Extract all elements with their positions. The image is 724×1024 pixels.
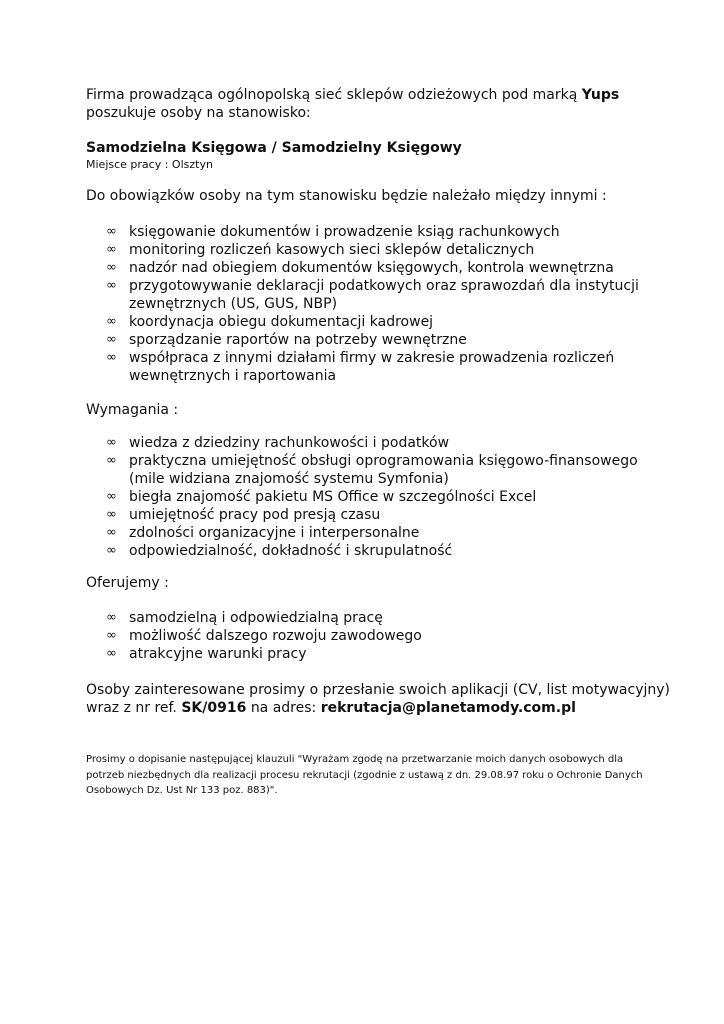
requirement-item-text: wiedza z dziedziny rachunkowości i podatków [129,435,450,451]
requirements-heading: Wymagania : [86,402,179,418]
infinity-bullet-icon: ∞ [106,610,117,625]
duty-item-text: nadzór nad obiegiem dokumentów księgowych, kontrola wewnętrzna [129,260,614,276]
application-line2-prefix: wraz z nr ref. [86,700,177,716]
infinity-bullet-icon: ∞ [106,314,117,329]
offer-item-text: atrakcyjne warunki pracy [129,646,307,662]
infinity-bullet-icon: ∞ [106,242,117,257]
infinity-bullet-icon: ∞ [106,489,117,504]
infinity-bullet-icon: ∞ [106,332,117,347]
duty-item-text: przygotowywanie deklaracji podatkowych oraz sprawozdań dla instytucji zewnętrznych (US, GUS, NBP) [129,278,639,312]
intro-paragraph [86,86,619,122]
intro-line1: Firma prowadząca ogólnopolską sieć sklepów odzieżowych pod marką [86,87,578,103]
infinity-bullet-icon: ∞ [106,646,117,661]
duty-item [106,259,646,277]
requirement-item-text: odpowiedzialność, dokładność i skrupulatność [129,543,453,559]
duties-list [106,223,646,385]
offer-heading: Oferujemy : [86,575,169,591]
offer-item [106,609,646,627]
offer-list [106,609,646,663]
duty-item-text: koordynacja obiegu dokumentacji kadrowej [129,314,434,330]
brand-name: Yups [581,87,620,103]
reference-number: SK/0916 [181,700,247,716]
offer-item-text: samodzielną i odpowiedzialną pracę [129,610,383,626]
infinity-bullet-icon: ∞ [106,543,117,558]
requirement-item [106,506,646,524]
duty-item [106,331,646,349]
email-address: rekrutacja@planetamody.com.pl [320,700,576,716]
infinity-bullet-icon: ∞ [106,435,117,450]
duties-heading: Do obowiązków osoby na tym stanowisku będzie należało między innymi : [86,188,607,204]
requirement-item-text: zdolności organizacyjne i interpersonalne [129,525,420,541]
requirement-item [106,434,646,452]
duty-item-text: księgowanie dokumentów i prowadzenie ksiąg rachunkowych [129,224,560,240]
application-line2-mid: na adres: [250,700,317,716]
duty-item-text: monitoring rozliczeń kasowych sieci sklepów detalicznych [129,242,535,258]
requirement-item-text: praktyczna umiejętność obsługi oprogramowania księgowo-finansowego (mile widziana znajomość systemu Symfonia) [129,453,638,487]
consent-clause: Prosimy o dopisanie następującej klauzuli "Wyrażam zgodę na przetwarzanie moich danych osobowych dla potrzeb niezbędnych dla realizacji procesu rekrutacji (zgodnie z ustawą z dn. 29.08.97 roku o Ochronie Danych Osobowych Dz. Ust Nr 133 poz. 883)". [86,754,643,796]
duty-item [106,223,646,241]
duty-item [106,277,646,313]
work-location: Miejsce pracy : Olsztyn [86,158,213,171]
duty-item-text: współpraca z innymi działami firmy w zakresie prowadzenia rozliczeń wewnętrznych i raportowania [129,350,615,384]
intro-line2: poszukuje osoby na stanowisko: [86,105,311,121]
requirement-item-text: biegła znajomość pakietu MS Office w szczególności Excel [129,489,537,505]
offer-item [106,627,646,645]
requirement-item [106,542,646,560]
duty-item-text: sporządzanie raportów na potrzeby wewnętrzne [129,332,467,348]
duty-item [106,349,646,385]
position-title: Samodzielna Księgowa / Samodzielny Księgowy [86,140,462,156]
offer-item-text: możliwość dalszego rozwoju zawodowego [129,628,422,644]
infinity-bullet-icon: ∞ [106,278,117,293]
infinity-bullet-icon: ∞ [106,453,117,468]
offer-item [106,645,646,663]
requirement-item [106,524,646,542]
application-line1: Osoby zainteresowane prosimy o przesłanie swoich aplikacji (CV, list motywacyjny) [86,682,670,698]
requirement-item-text: umiejętność pracy pod presją czasu [129,507,381,523]
requirement-item [106,488,646,506]
application-paragraph [86,681,670,717]
duty-item [106,313,646,331]
duty-item [106,241,646,259]
infinity-bullet-icon: ∞ [106,525,117,540]
infinity-bullet-icon: ∞ [106,260,117,275]
requirement-item [106,452,646,488]
infinity-bullet-icon: ∞ [106,628,117,643]
infinity-bullet-icon: ∞ [106,350,117,365]
infinity-bullet-icon: ∞ [106,507,117,522]
requirements-list [106,434,646,560]
infinity-bullet-icon: ∞ [106,224,117,239]
